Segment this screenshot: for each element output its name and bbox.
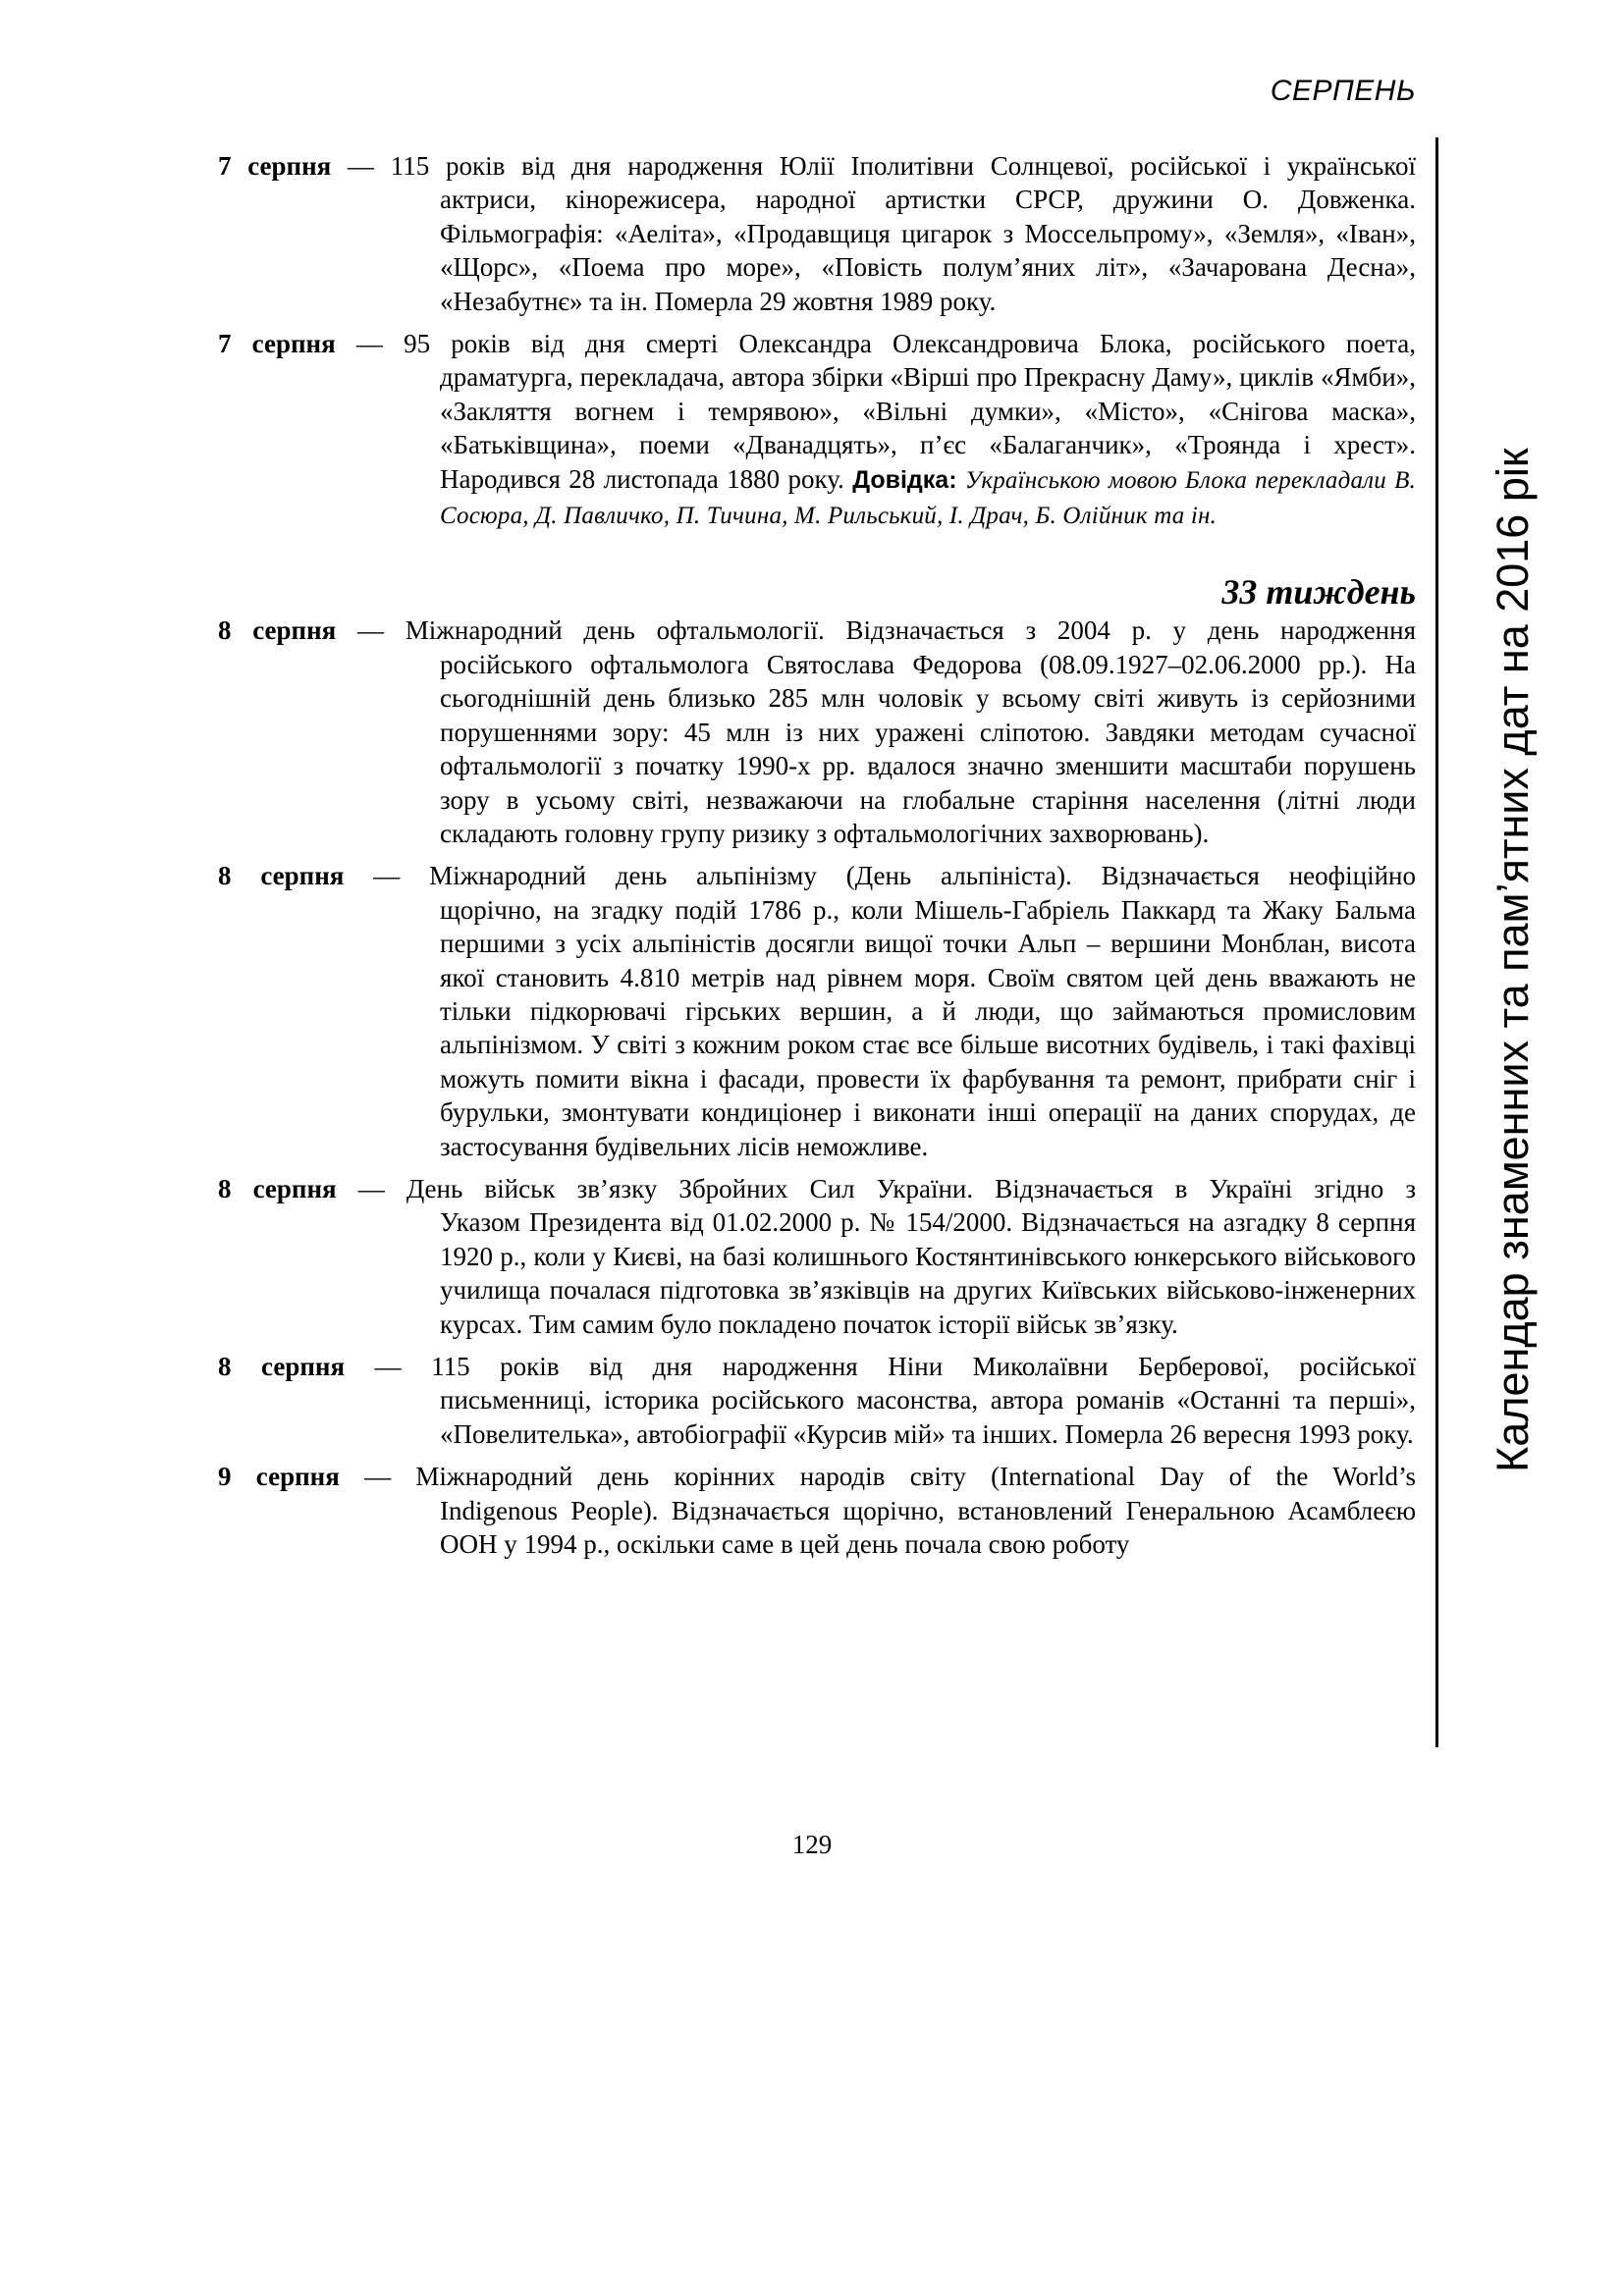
entry-text: День військ зв’язку Збройних Сил України. Відзначається в Україні згідно з	[406, 1173, 1416, 1203]
entry-text: Міжнародний день корінних народів світу (International Day of the World’s	[415, 1462, 1417, 1492]
entry-date: 8 серпня	[218, 1352, 346, 1381]
page-body	[218, 149, 1416, 1561]
entry-text: 115 років від дня народження Ніни Миколаївни Берберової, російської	[431, 1352, 1417, 1381]
entry-date: 7 серпня	[218, 329, 336, 359]
note-text: Українською мовою Блока перекладали В. Сосюра, Д. Павличко, П. Тичина, М. Рильський, І. Драч, Б. Олійник та ін.	[440, 466, 1417, 530]
entry-first-line: 8 серпня — Міжнародний день офтальмології. Відзначається з 2004 р. у день народження	[218, 615, 1416, 646]
week-heading: 33 тиждень	[1221, 572, 1416, 613]
entry-first-line: 9 серпня — Міжнародний день корінних народів світу (International Day of the World’s	[218, 1462, 1417, 1492]
entry-first-line: 7 серпня — 115 років від дня народження Юлії Іполитівни Солнцевої, російської і української	[218, 151, 1417, 181]
entry-date: 7 серпня	[218, 151, 332, 181]
entry-continuation: актриси, кінорежисера, народної артистки СРСР, дружини О. Довженка. Фільмографія: «Аеліта», «Продавщиця цигарок з Моссельпрому», «Земля», «Іван», «Щорс», «Поема про море», «Повість полум’яних літ», «Зачарована Десна», «Незабутнє» та ін. Померла 29 жовтня 1989 року.	[440, 185, 1416, 316]
entry-first-line: 7 серпня — 95 років від дня смерті Олександра Олександровича Блока, російського поета,	[218, 329, 1417, 359]
entry-continuation: письменниці, історика російського масонства, автора романів «Останні та перші», «Повелителька», автобіографії «Курсив мій» та інших. Померла 26 вересня 1993 року.	[440, 1385, 1416, 1449]
entry-text: 95 років від дня смерті Олександра Олександровича Блока, російського поета,	[404, 329, 1417, 359]
calendar-entry	[218, 859, 1416, 1163]
entry-continuation: Указом Президента від 01.02.2000 р. № 154/2000. Відзначається на азгадку 8 серпня 1920 р., коли у Києві, на базі колишнього Костянтинівського юнкерського військового училища почалася підготовка зв’язківців на других Київських військово-інженерних курсах. Тим самим було покладено початок історії військ зв’язку.	[440, 1207, 1416, 1339]
calendar-entry	[218, 149, 1416, 318]
calendar-entry	[218, 1460, 1416, 1561]
entry-continuation: щорічно, на згадку подій 1786 р., коли Мішель-Габріель Паккард та Жаку Бальма першими з усіх альпіністів досягли вищої точки Альп – вершини Монблан, висота якої становить 4.810 метрів над рівнем моря. Своїм святом цей день вважають не тільки підкорювачі гірських вершин, а й люди, що займаються промисловим альпінізмом. У світі з кожним роком стає все більше висотних будівель, і такі фахівці можуть помити вікна і фасади, провести їх фарбування та ремонт, прибрати сніг і бурульки, змонтувати кондиціонер і виконати інші операції на даних спорудах, де застосування будівельних лісів неможливе.	[440, 894, 1416, 1161]
running-head: СЕРПЕНЬ	[1270, 75, 1416, 107]
entry-continuation: Indigenous People). Відзначається щорічно, встановлений Генеральною Асамблеєю ООН у 1994 р., оскільки саме в цей день почала свою роботу	[440, 1495, 1416, 1560]
calendar-entry	[218, 1172, 1416, 1341]
side-title: Календар знаменних та пам’ятних дат на 2016 рік	[1488, 448, 1538, 1472]
entry-continuation: російського офтальмолога Святослава Федорова (08.09.1927–02.06.2000 рр.). На сьогоднішній день близько 285 млн чоловік у всьому світі живуть із серйозними порушеннями зору: 45 млн із них уражені сліпотою. Завдяки методам сучасної офтальмології з початку 1990-х рр. вдалося значно зменшити масштаби порушень зору в усьому світі, незважаючи на глобальне старіння населення (літні люди складають головну групу ризику з офтальмологічних захворювань).	[440, 649, 1416, 848]
entry-date: 9 серпня	[218, 1462, 340, 1492]
note-label: Довідка:	[852, 465, 957, 494]
page-number: 129	[791, 1830, 833, 1859]
calendar-entry	[218, 614, 1416, 850]
entry-date: 8 серпня	[218, 615, 337, 646]
entry-date: 8 серпня	[218, 861, 345, 891]
entry-text: 115 років від дня народження Юлії Іполитівни Солнцевої, російської і української	[390, 151, 1417, 181]
entry-continuation: драматурга, перекладача, автора збірки «Вірші про Прекрасну Даму», циклів «Ямби», «Закляття вогнем і темрявою», «Вільні думки», «Місто», «Снігова маска», «Батьківщина», поеми «Дванадцять», п’єс «Балаганчик», «Троянда і хрест». Народився 28 листопада 1880 року. Довідка: Українською мовою Блока перекладали В. Сосюра, Д. Павличко, П. Тичина, М. Рильський, І. Драч, Б. Олійник та ін.	[440, 362, 1417, 530]
calendar-entry	[218, 1350, 1416, 1451]
entry-first-line: 8 серпня — День військ зв’язку Збройних Сил України. Відзначається в Україні згідно з	[218, 1173, 1416, 1203]
entry-first-line: 8 серпня — Міжнародний день альпінізму (День альпініста). Відзначається неофіційно	[218, 861, 1417, 891]
entry-first-line: 8 серпня — 115 років від дня народження Ніни Миколаївни Берберової, російської	[218, 1352, 1417, 1381]
calendar-entry	[218, 327, 1416, 533]
entry-text: Міжнародний день альпінізму (День альпініста). Відзначається неофіційно	[429, 861, 1417, 891]
entry-text: Міжнародний день офтальмології. Відзначається з 2004 р. у день народження	[405, 615, 1416, 646]
margin-rule	[1435, 137, 1438, 1747]
entry-date: 8 серпня	[218, 1173, 337, 1203]
